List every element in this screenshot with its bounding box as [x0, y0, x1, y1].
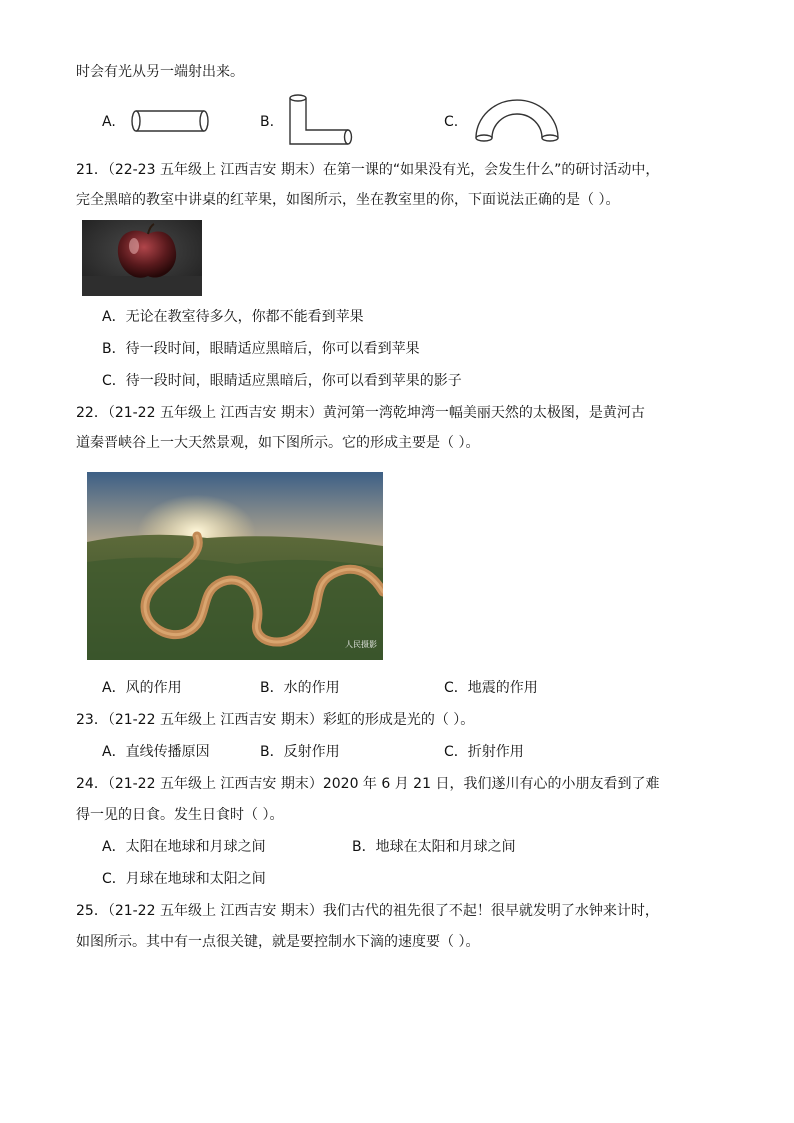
yellow-river-bend-photo: [87, 472, 383, 660]
q25-stem-line1: 25．（21-22 五年级上 江西吉安 期末）我们古代的祖先很了不起！很早就发明了水钟来计时，: [76, 903, 659, 919]
q22-option-a: A．风的作用: [102, 680, 182, 696]
q20-option-b-label: B.: [260, 114, 275, 130]
q22-stem-line1: 22．（21-22 五年级上 江西吉安 期末）黄河第一湾乾坤湾一幅美丽天然的太极图，是黄河古: [76, 405, 645, 421]
straight-tube-illustration: [128, 106, 212, 136]
q24-stem-line2: 得一见的日食。发生日食时（ ）。: [76, 807, 284, 823]
q21-stem-line2: 完全黑暗的教室中讲桌的红苹果，如图所示，坐在教室里的你，下面说法正确的是（ ）。: [76, 192, 620, 208]
q24-option-a: A．太阳在地球和月球之间: [102, 839, 266, 855]
q21-option-a: A．无论在教室待多久，你都不能看到苹果: [102, 309, 364, 325]
q20-text-tail: 时会有光从另一端射出来。: [76, 64, 244, 80]
q25-stem-line2: 如图所示。其中有一点很关键，就是要控制水下滴的速度要（ ）。: [76, 934, 480, 950]
q21-stem-line1: 21．（22-23 五年级上 江西吉安 期末）在第一课的“如果没有光，会发生什么”的研讨活动中，: [76, 162, 660, 178]
q22-stem-line2: 道秦晋峡谷上一大天然景观，如下图所示。它的形成主要是（ ）。: [76, 435, 480, 451]
q24-stem-line1: 24．（21-22 五年级上 江西吉安 期末）2020 年 6 月 21 日，我们遂川有心的小朋友看到了难: [76, 776, 660, 792]
red-apple-photo: [82, 220, 202, 296]
q20-option-c-label: C.: [444, 114, 459, 130]
q23-stem-line1: 23．（21-22 五年级上 江西吉安 期末）彩虹的形成是光的（ ）。: [76, 712, 475, 728]
bent-tube-illustration: [284, 92, 358, 148]
q20-option-a-label: A.: [102, 114, 116, 130]
q24-option-c: C．月球在地球和太阳之间: [102, 871, 266, 887]
q23-option-c: C．折射作用: [444, 744, 524, 760]
curved-tube-illustration: [472, 94, 562, 144]
q23-option-a: A．直线传播原因: [102, 744, 210, 760]
photo-watermark: 人民摄影: [345, 640, 377, 649]
q21-option-b: B．待一段时间，眼睛适应黑暗后，你可以看到苹果: [102, 341, 420, 357]
q23-option-b: B．反射作用: [260, 744, 340, 760]
q21-option-c: C．待一段时间，眼睛适应黑暗后，你可以看到苹果的影子: [102, 373, 462, 389]
q22-option-c: C．地震的作用: [444, 680, 538, 696]
q24-option-b: B．地球在太阳和月球之间: [352, 839, 516, 855]
q22-option-b: B．水的作用: [260, 680, 340, 696]
